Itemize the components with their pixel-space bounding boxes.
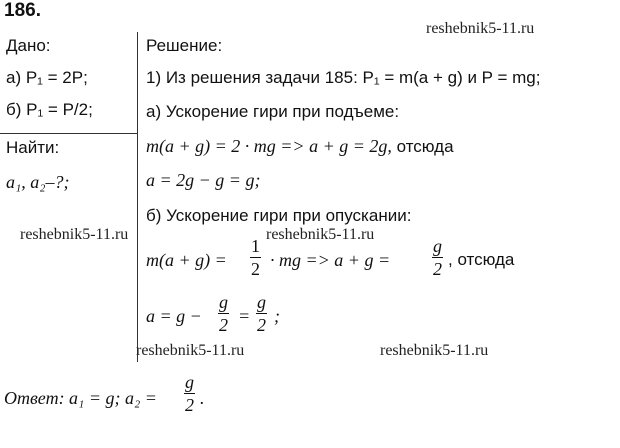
fraction-numerator: g <box>257 292 266 312</box>
equation-b2-equals: = <box>238 306 251 326</box>
watermark: reshebnik5-11.ru <box>266 226 375 243</box>
fraction-denominator: 2 <box>251 259 260 279</box>
fraction-denominator: 2 <box>433 259 442 279</box>
divider-horizontal <box>0 133 138 134</box>
answer-end: . <box>200 388 205 408</box>
divider-vertical <box>137 32 138 362</box>
watermark: reshebnik5-11.ru <box>380 342 489 359</box>
equation-a1-row <box>146 136 454 157</box>
find-quantities: a₁, a₂–?; <box>6 172 70 192</box>
fraction-denominator: 2 <box>219 315 228 335</box>
equation-b2-end: ; <box>274 306 280 326</box>
fraction-numerator: g <box>185 372 194 392</box>
fraction-numerator: g <box>219 292 228 312</box>
equation-a2: a = 2g − g = g; <box>146 170 261 190</box>
fraction-denominator: 2 <box>257 315 266 335</box>
fraction-bar <box>218 313 229 314</box>
fraction-numerator: 1 <box>251 236 260 256</box>
equation-b1-fraction-2 <box>432 236 443 279</box>
given-line-b: б) P₁ = P/2; <box>6 100 93 119</box>
fraction-numerator: g <box>433 236 442 256</box>
equation-b1-tail: , отсюда <box>448 250 515 269</box>
part-b-title: б) Ускорение гири при опускании: <box>146 206 412 225</box>
watermark: reshebnik5-11.ru <box>426 20 535 37</box>
answer-text: Ответ: a₁ = g; a₂ = <box>4 388 157 408</box>
given-header: Дано: <box>6 36 51 55</box>
watermark: reshebnik5-11.ru <box>136 342 245 359</box>
solution-header: Решение: <box>146 36 223 55</box>
problem-number: 186. <box>4 0 41 21</box>
equation-b2-fraction-2 <box>256 292 267 335</box>
answer-left <box>4 388 157 409</box>
fraction-bar <box>184 393 195 394</box>
equation-b2-left: a = g − <box>146 306 202 326</box>
equation-a1: m(a + g) = 2 · mg => a + g = 2g, <box>146 136 392 156</box>
answer-fraction <box>184 372 195 415</box>
equation-b1-fraction <box>250 236 261 279</box>
equation-b2-fraction <box>218 292 229 335</box>
fraction-bar <box>250 257 261 258</box>
find-header: Найти: <box>6 138 60 157</box>
fraction-denominator: 2 <box>185 395 194 415</box>
fraction-bar <box>432 257 443 258</box>
given-line-a: а) P₁ = 2P; <box>6 68 88 87</box>
equation-b1-left: m(a + g) = <box>146 250 227 270</box>
part-a-title: а) Ускорение гири при подъеме: <box>146 102 400 121</box>
equation-a1-tail: отсюда <box>396 137 454 156</box>
watermark: reshebnik5-11.ru <box>20 226 129 243</box>
solution-step-1: 1) Из решения задачи 185: P₁ = m(a + g) и P = mg; <box>146 68 541 87</box>
fraction-bar <box>256 313 267 314</box>
equation-b1-mid: · mg => a + g = <box>270 250 391 270</box>
